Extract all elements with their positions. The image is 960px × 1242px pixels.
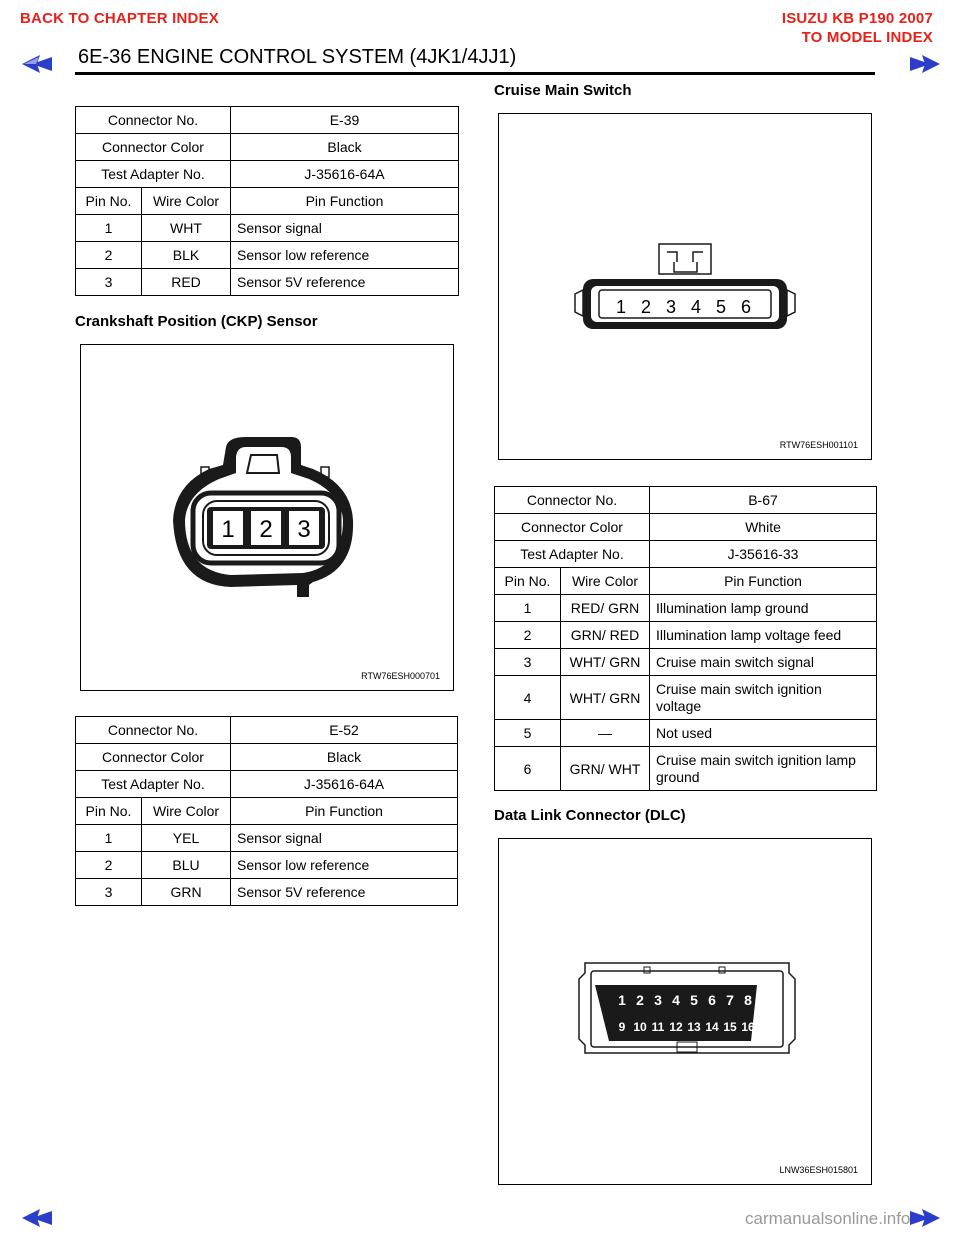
figure-caption: RTW76ESH001101 bbox=[779, 440, 858, 450]
col-header-function: Pin Function bbox=[231, 188, 459, 215]
pin-label: 2 bbox=[636, 992, 644, 1008]
table-row bbox=[76, 879, 458, 906]
page-title: 6E-36 ENGINE CONTROL SYSTEM (4JK1/4JJ1) bbox=[78, 46, 517, 68]
test-adapter-value: J-35616-33 bbox=[650, 541, 877, 568]
next-page-arrow-icon[interactable] bbox=[908, 54, 942, 74]
pin-label: 5 bbox=[690, 992, 698, 1008]
pin-label: 5 bbox=[715, 297, 727, 317]
col-header-function: Pin Function bbox=[231, 798, 458, 825]
table-row bbox=[495, 676, 877, 720]
table-row bbox=[76, 852, 458, 879]
pin-cell: 1 bbox=[495, 595, 561, 622]
wire-cell: — bbox=[561, 720, 650, 747]
col-header-pin: Pin No. bbox=[76, 188, 142, 215]
table-row bbox=[76, 215, 459, 242]
function-cell: Sensor low reference bbox=[231, 852, 458, 879]
connector-color-label: Connector Color bbox=[76, 744, 231, 771]
wire-cell: BLK bbox=[142, 242, 231, 269]
pin-label: 1 bbox=[615, 297, 627, 317]
table-row bbox=[495, 595, 877, 622]
wire-cell: BLU bbox=[142, 852, 231, 879]
col-header-pin: Pin No. bbox=[495, 568, 561, 595]
pin-cell: 1 bbox=[76, 825, 142, 852]
pin-cell: 2 bbox=[76, 852, 142, 879]
wire-cell: RED/ GRN bbox=[561, 595, 650, 622]
figure-caption: RTW76ESH000701 bbox=[361, 671, 440, 681]
pin-cell: 3 bbox=[76, 269, 142, 296]
dlc-connector-figure bbox=[498, 838, 872, 1185]
table-row bbox=[76, 242, 459, 269]
function-cell: Sensor 5V reference bbox=[231, 269, 459, 296]
function-cell: Sensor 5V reference bbox=[231, 879, 458, 906]
table-row bbox=[495, 747, 877, 791]
section-heading-ckp: Crankshaft Position (CKP) Sensor bbox=[75, 313, 318, 330]
connector-color-value: Black bbox=[231, 744, 458, 771]
function-cell: Cruise main switch ignition voltage bbox=[650, 676, 877, 720]
next-page-arrow-icon[interactable] bbox=[908, 1208, 942, 1228]
pin-label: 3 bbox=[654, 992, 662, 1008]
wire-cell: WHT/ GRN bbox=[561, 649, 650, 676]
function-cell: Cruise main switch signal bbox=[650, 649, 877, 676]
section-heading-cruise: Cruise Main Switch bbox=[494, 82, 632, 99]
connector-no-label: Connector No. bbox=[76, 717, 231, 744]
connector-table-e52 bbox=[75, 716, 458, 906]
col-header-wire: Wire Color bbox=[142, 188, 231, 215]
function-cell: Illumination lamp voltage feed bbox=[650, 622, 877, 649]
table-row bbox=[76, 269, 459, 296]
function-cell: Illumination lamp ground bbox=[650, 595, 877, 622]
pin-cell: 3 bbox=[76, 879, 142, 906]
test-adapter-label: Test Adapter No. bbox=[76, 161, 231, 188]
section-heading-dlc: Data Link Connector (DLC) bbox=[494, 807, 686, 824]
pin-label: 1 bbox=[221, 516, 235, 543]
col-header-pin: Pin No. bbox=[76, 798, 142, 825]
pin-label: 12 bbox=[669, 1020, 683, 1034]
pin-label: 2 bbox=[640, 297, 652, 317]
pin-cell: 6 bbox=[495, 747, 561, 791]
cruise-switch-connector-figure bbox=[498, 113, 872, 460]
pin-cell: 5 bbox=[495, 720, 561, 747]
wire-cell: GRN bbox=[142, 879, 231, 906]
col-header-function: Pin Function bbox=[650, 568, 877, 595]
test-adapter-label: Test Adapter No. bbox=[76, 771, 231, 798]
connector-table-e39 bbox=[75, 106, 459, 296]
watermark: carmanualsonline.info bbox=[745, 1209, 911, 1228]
connector-no-value: B-67 bbox=[650, 487, 877, 514]
connector-color-value: White bbox=[650, 514, 877, 541]
pin-label: 2 bbox=[259, 516, 273, 543]
col-header-wire: Wire Color bbox=[142, 798, 231, 825]
pin-label: 3 bbox=[297, 516, 311, 543]
connector-no-label: Connector No. bbox=[76, 107, 231, 134]
wire-cell: GRN/ WHT bbox=[561, 747, 650, 791]
pin-label: 4 bbox=[672, 992, 680, 1008]
connector-color-label: Connector Color bbox=[495, 514, 650, 541]
connector-no-label: Connector No. bbox=[495, 487, 650, 514]
table-row bbox=[76, 825, 458, 852]
pin-cell: 1 bbox=[76, 215, 142, 242]
connector-no-value: E-52 bbox=[231, 717, 458, 744]
pin-cell: 3 bbox=[495, 649, 561, 676]
prev-page-arrow-icon[interactable] bbox=[20, 54, 54, 74]
wire-cell: WHT/ GRN bbox=[561, 676, 650, 720]
pin-label: 7 bbox=[726, 992, 734, 1008]
pin-label: 14 bbox=[705, 1020, 719, 1034]
function-cell: Cruise main switch ignition lamp ground bbox=[650, 747, 877, 791]
pin-cell: 2 bbox=[76, 242, 142, 269]
test-adapter-label: Test Adapter No. bbox=[495, 541, 650, 568]
function-cell: Not used bbox=[650, 720, 877, 747]
test-adapter-value: J-35616-64A bbox=[231, 161, 459, 188]
pin-label: 15 bbox=[723, 1020, 737, 1034]
wire-cell: RED bbox=[142, 269, 231, 296]
ckp-connector-illustration bbox=[81, 345, 453, 690]
header-rule bbox=[75, 72, 875, 75]
connector-table-b67 bbox=[494, 486, 877, 791]
cruise-switch-connector-illustration bbox=[499, 114, 871, 459]
wire-cell: WHT bbox=[142, 215, 231, 242]
function-cell: Sensor signal bbox=[231, 215, 459, 242]
pin-label: 1 bbox=[618, 992, 626, 1008]
pin-label: 4 bbox=[690, 297, 702, 317]
connector-color-value: Black bbox=[231, 134, 459, 161]
pin-label: 3 bbox=[665, 297, 677, 317]
pin-label: 6 bbox=[740, 297, 752, 317]
pin-label: 6 bbox=[708, 992, 716, 1008]
doc-title: ISUZU KB P190 2007 bbox=[781, 10, 933, 27]
table-row bbox=[495, 622, 877, 649]
pin-cell: 2 bbox=[495, 622, 561, 649]
pin-label: 13 bbox=[687, 1020, 701, 1034]
ckp-connector-figure bbox=[80, 344, 454, 691]
connector-color-label: Connector Color bbox=[76, 134, 231, 161]
pin-label: 8 bbox=[744, 992, 752, 1008]
prev-page-arrow-icon[interactable] bbox=[20, 1208, 54, 1228]
pin-label: 11 bbox=[651, 1020, 665, 1034]
to-model-index-link[interactable]: TO MODEL INDEX bbox=[801, 29, 933, 46]
back-to-chapter-link[interactable]: BACK TO CHAPTER INDEX bbox=[20, 10, 219, 27]
table-row bbox=[495, 720, 877, 747]
connector-no-value: E-39 bbox=[231, 107, 459, 134]
figure-caption: LNW36ESH015801 bbox=[779, 1165, 858, 1175]
wire-cell: YEL bbox=[142, 825, 231, 852]
pin-label: 10 bbox=[633, 1020, 647, 1034]
function-cell: Sensor signal bbox=[231, 825, 458, 852]
dlc-connector-illustration bbox=[499, 839, 871, 1184]
test-adapter-value: J-35616-64A bbox=[231, 771, 458, 798]
function-cell: Sensor low reference bbox=[231, 242, 459, 269]
pin-label: 9 bbox=[618, 1020, 626, 1034]
pin-cell: 4 bbox=[495, 676, 561, 720]
wire-cell: GRN/ RED bbox=[561, 622, 650, 649]
pin-label: 16 bbox=[741, 1020, 755, 1034]
table-row bbox=[495, 649, 877, 676]
col-header-wire: Wire Color bbox=[561, 568, 650, 595]
